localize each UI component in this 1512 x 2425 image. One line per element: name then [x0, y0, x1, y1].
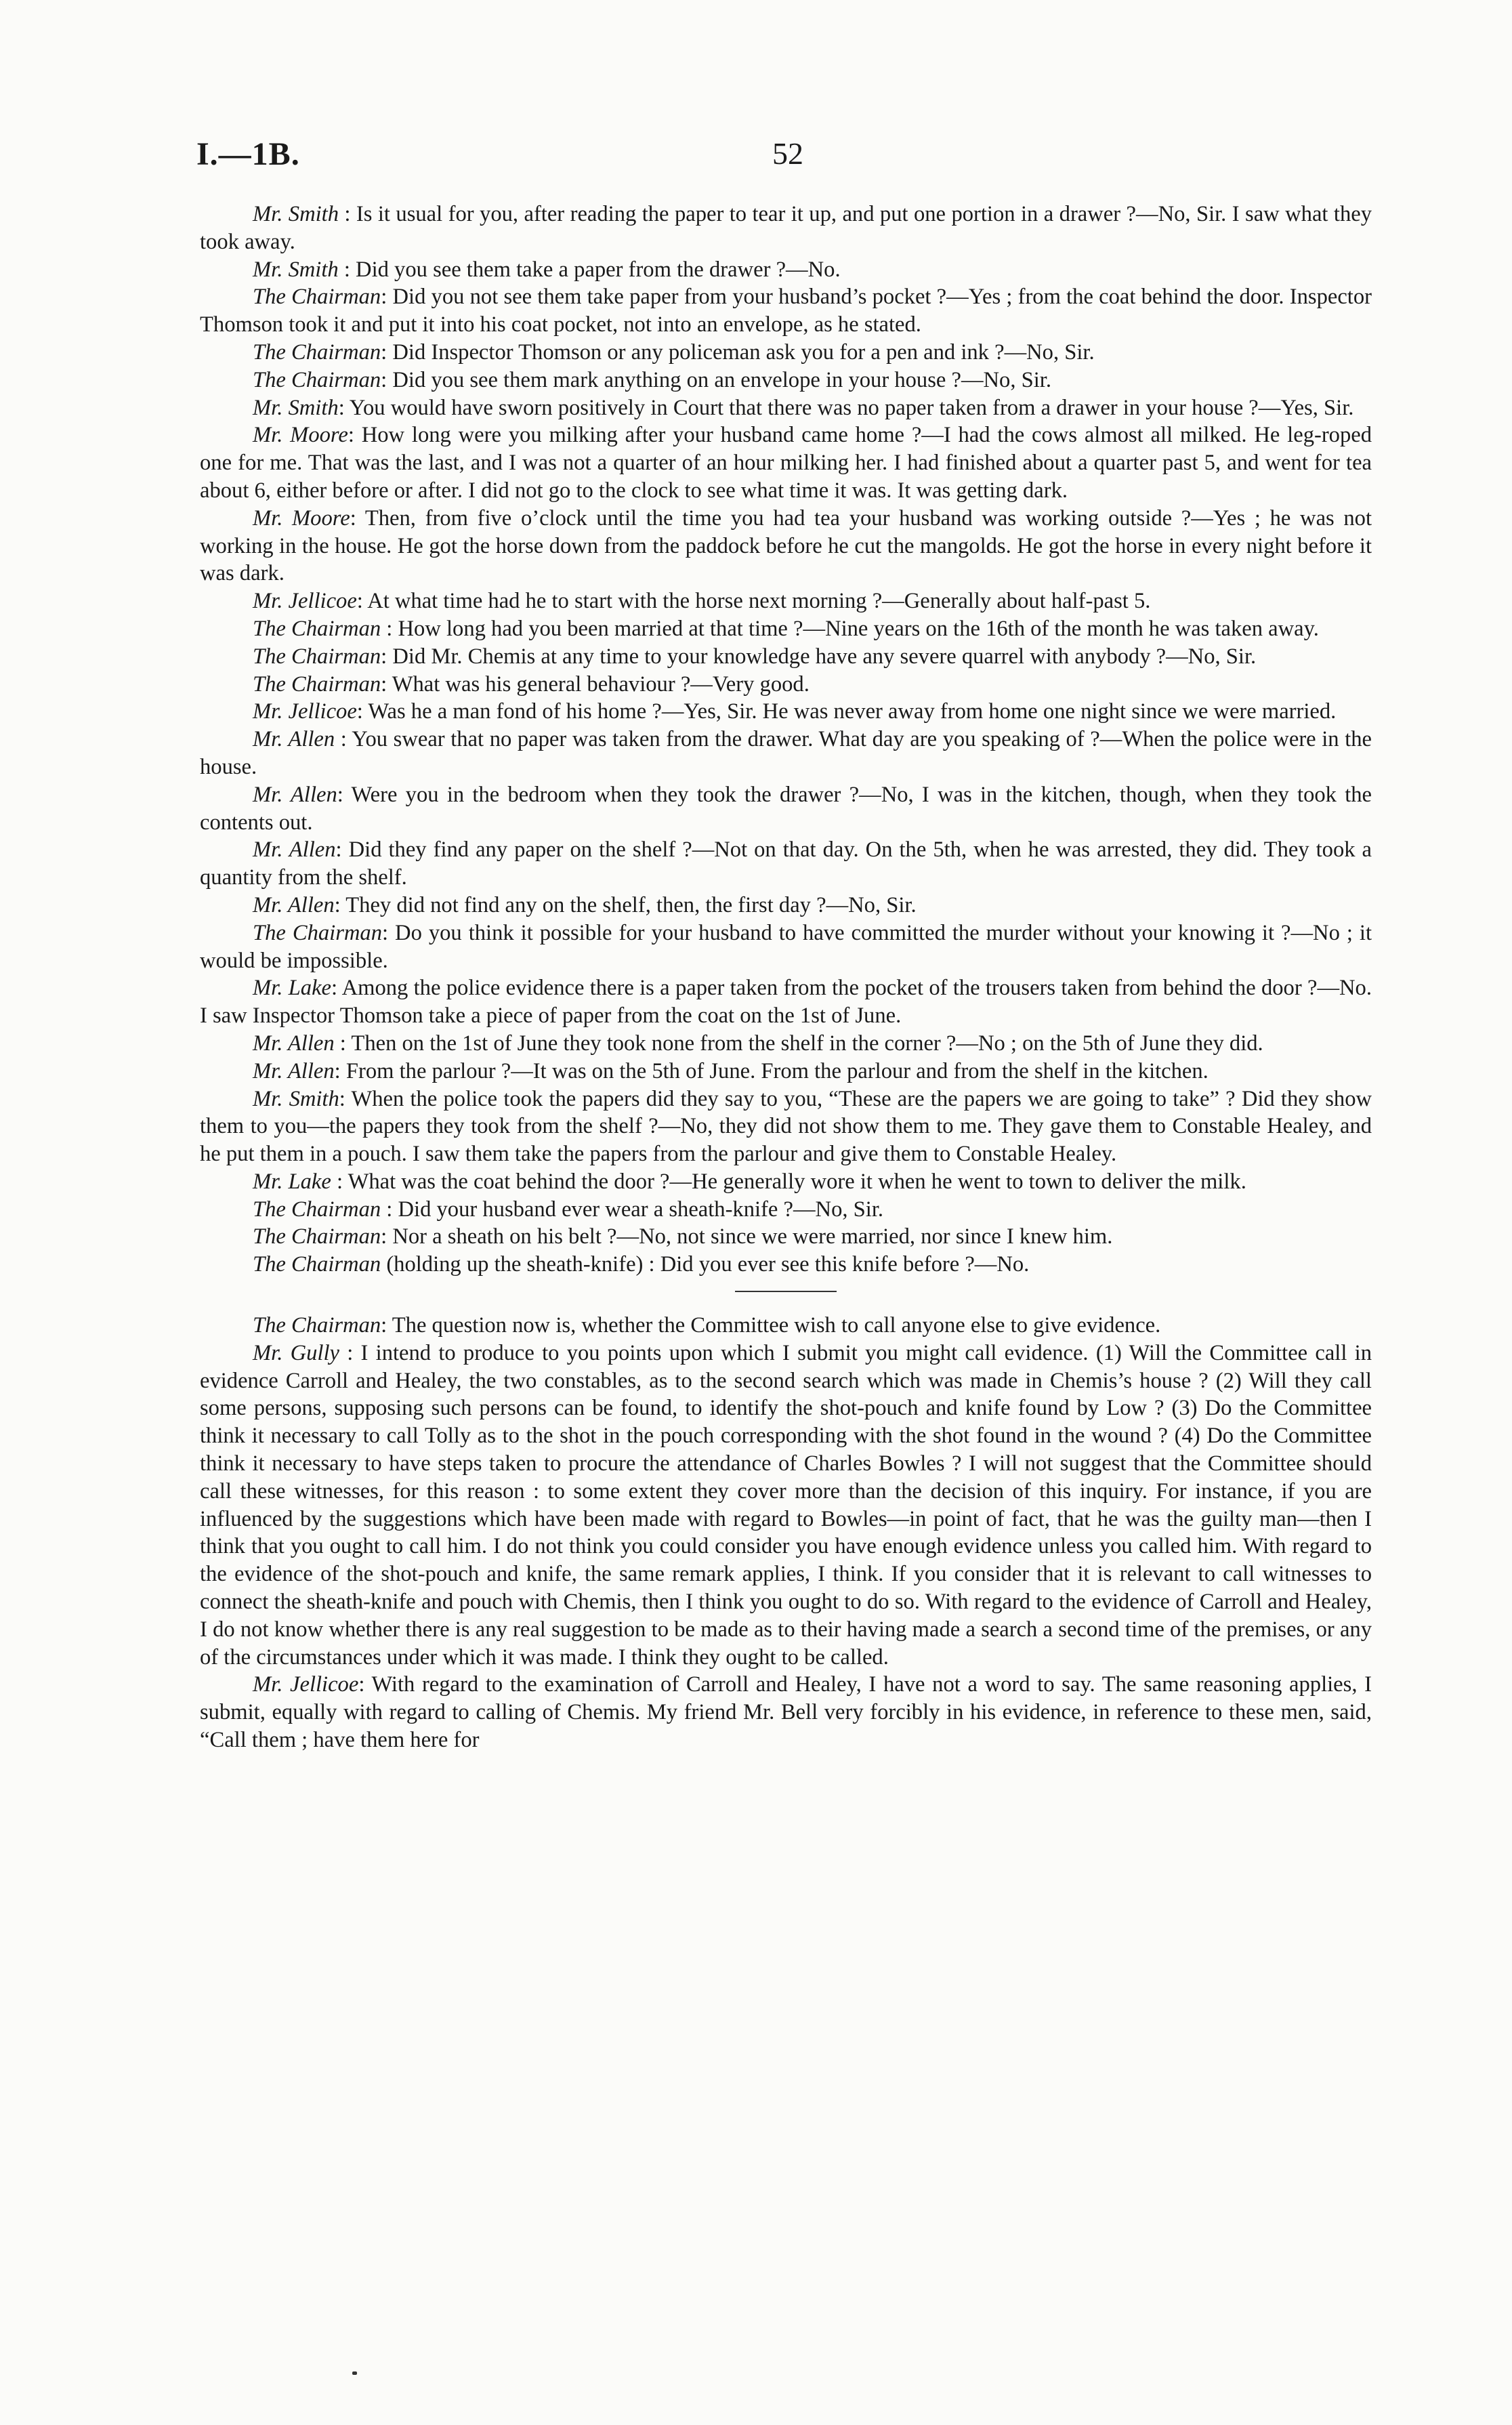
speaker-name: Mr. Lake — [253, 1169, 331, 1194]
speaker-separator: : — [339, 202, 356, 226]
paragraph — [200, 256, 1372, 284]
speaker-separator: : — [335, 727, 352, 752]
paragraph-text: I intend to produce to you points upon which I submit you might call evidence. (1) Will the Committee call in evidence Carroll and Healey, the two constables, as to the second search which was made in Chemis’s house ? (2) Will they call some persons, supposing such persons can be found, to identify the shot-pouch and knife found by Low ? (3) Do the Committee think it necessary to call Tolly as to the shot in the pouch corresponding with the shot found in the wound ? (4) Do the Committee think it necessary to have steps taken to procure the attendance of Charles Bowles ? I will not suggest that the Committee should call these witnesses, for this reason : to some extent they cover more than the decision of this inquiry. For instance, if you are influenced by the suggestions which have been made with regard to Bowles—in point of fact, that he was the guilty man—then I think that you ought to call him. I do not think you could consider you have enough evidence unless you called him. With regard to the evidence of the shot-pouch and knife, the same remark applies, I think. If you consider that it is relevant to call witnesses to connect the sheath-knife and pouch with Chemis, then I think you ought to do so. With regard to the evidence of Carroll and Healey, I do not know whether there is any real suggestion to be made as to their having made a search a second time of the premises, or any of the circumstances under which it was made. I think they ought to be called. — [200, 1340, 1372, 1670]
paragraph-text: How long were you milking after your husband came home ?—I had the cows almost all milked. He leg-roped one for me. That was the last, and I was not a quarter of an hour milking her. I had finished about a quarter past 5, and went for tea about 6, either before or after. I did not go to the clock to see what time it was. It was getting dark. — [200, 423, 1372, 503]
speaker-separator: : — [381, 1197, 398, 1222]
speaker-name: Mr. Smith — [253, 1086, 339, 1111]
paragraph-text: Did you see them mark anything on an envelope in your house ?—No, Sir. — [392, 367, 1051, 392]
paragraph — [200, 1058, 1372, 1085]
speaker-separator: : — [381, 1224, 393, 1249]
speaker-separator: : — [335, 837, 349, 863]
page-header — [0, 136, 1512, 176]
speaker-separator: : — [334, 1031, 352, 1056]
paragraph — [200, 1223, 1372, 1251]
speaker-name: Mr. Smith — [253, 257, 339, 282]
paragraph — [200, 726, 1372, 781]
paragraph — [200, 1251, 1372, 1279]
paragraph — [200, 1030, 1372, 1058]
paragraph — [200, 919, 1372, 975]
speaker-name: Mr. Allen — [253, 1058, 335, 1083]
speaker-name: The Chairman — [253, 671, 381, 697]
speaker-name: Mr. Gully — [253, 1340, 339, 1365]
speaker-name: Mr. Jellicoe — [253, 589, 357, 614]
paragraph — [200, 836, 1372, 892]
paragraph — [200, 974, 1372, 1030]
paragraph — [200, 781, 1372, 837]
paragraph-text: Did Inspector Thomson or any policeman ask you for a pen and ink ?—No, Sir. — [392, 339, 1095, 365]
speaker-separator: : — [381, 285, 393, 310]
section-rule — [735, 1291, 837, 1292]
paragraph — [200, 671, 1372, 699]
speaker-separator: : — [334, 1058, 346, 1083]
paragraph-text: What was the coat behind the door ?—He generally wore it when he went to town to deliver the milk. — [348, 1169, 1246, 1194]
speaker-separator: : — [348, 423, 362, 448]
paragraph-text: Nor a sheath on his belt ?—No, not since we were married, nor since I knew him. — [392, 1224, 1113, 1249]
print-speck — [352, 2371, 357, 2375]
paragraph — [200, 1196, 1372, 1224]
speaker-name: Mr. Allen — [253, 892, 335, 917]
page-number: 52 — [772, 136, 803, 171]
paragraph — [200, 1085, 1372, 1168]
speaker-separator: : — [381, 644, 393, 669]
speaker-separator: : — [381, 1313, 392, 1338]
paragraph-text: Did they find any paper on the shelf ?—Not on that day. On the 5th, when he was arrested, they did. They took a quantity from the shelf. — [200, 837, 1372, 890]
body-text — [200, 201, 1372, 1754]
speaker-separator: : — [339, 1340, 361, 1365]
speaker-separator: : — [350, 505, 365, 531]
paragraph-text: They did not find any on the shelf, then, the first day ?—No, Sir. — [345, 892, 917, 917]
speaker-separator: : — [338, 395, 350, 420]
speaker-name: Mr. Lake — [253, 976, 331, 1001]
speaker-name: The Chairman — [253, 285, 381, 310]
speaker-separator: : — [382, 920, 396, 945]
speaker-name: Mr. Moore — [253, 423, 348, 448]
paragraph-text: What was his general behaviour ?—Very good. — [392, 671, 810, 697]
section-divider — [200, 1279, 1372, 1306]
speaker-separator: : — [331, 1169, 348, 1194]
paragraph-text: You would have sworn positively in Court that there was no paper taken from a drawer in your house ?—Yes, Sir. — [349, 395, 1354, 420]
speaker-name: The Chairman — [253, 644, 381, 669]
speaker-name: Mr. Jellicoe — [253, 1672, 359, 1697]
speaker-name: Mr. Smith — [253, 202, 339, 226]
paragraph — [200, 587, 1372, 615]
speaker-separator: : — [381, 367, 393, 392]
speaker-name: Mr. Moore — [253, 505, 350, 531]
speaker-separator: : — [356, 589, 368, 614]
speaker-name: Mr. Jellicoe — [253, 699, 357, 724]
paragraph-text: At what time had he to start with the horse next morning ?—Generally about half-past 5. — [367, 589, 1151, 614]
speaker-separator: : — [337, 782, 352, 807]
committee-discussion-block — [200, 1312, 1372, 1754]
speaker-separator: : — [381, 339, 393, 365]
speaker-name: The Chairman — [253, 1197, 381, 1222]
speaker-name: Mr. Allen — [253, 727, 335, 752]
paragraph-text: Do you think it possible for your husband to have committed the murder without your knowing it ?—No ; it would be impossible. — [200, 920, 1372, 973]
paper-code: I.—1B. — [196, 136, 300, 172]
speaker-name: The Chairman — [253, 1252, 381, 1277]
speaker-name: Mr. Allen — [253, 1031, 335, 1056]
paragraph-text: Is it usual for you, after reading the paper to tear it up, and put one portion in a drawer ?—No, Sir. I saw what they took away. — [200, 202, 1372, 254]
speaker-name: The Chairman — [253, 367, 381, 392]
paragraph-text: Among the police evidence there is a paper taken from the pocket of the trousers taken from behind the door ?—No. I saw Inspector Thomson take a piece of paper from the coat on the 1st of June. — [200, 976, 1372, 1029]
speaker-name: Mr. Allen — [253, 782, 337, 807]
speaker-name: The Chairman — [253, 1224, 381, 1249]
paragraph — [200, 421, 1372, 504]
speaker-separator: : — [381, 616, 398, 641]
paragraph-text: Did you not see them take paper from your husband’s pocket ?—Yes ; from the coat behind the door. Inspector Thomson took it and put it into his coat pocket, not into an envelope, as he stated. — [200, 285, 1372, 337]
paragraph-text: Were you in the bedroom when they took the drawer ?—No, I was in the kitchen, though, when they took the contents out. — [200, 782, 1372, 835]
speaker-separator: : — [339, 1086, 352, 1111]
paragraph-text: Did your husband ever wear a sheath-knife ?—No, Sir. — [398, 1197, 884, 1222]
paragraph-text: The question now is, whether the Committee wish to call anyone else to give evidence. — [392, 1313, 1161, 1338]
speaker-separator: : — [331, 976, 342, 1001]
paragraph — [200, 283, 1372, 339]
speaker-name: Mr. Smith — [253, 395, 339, 420]
paragraph-text: How long had you been married at that time ?—Nine years on the 16th of the month he was taken away. — [398, 616, 1319, 641]
paragraph — [200, 394, 1372, 422]
speaker-separator: : — [334, 892, 346, 917]
paragraph — [200, 367, 1372, 394]
speaker-name: The Chairman — [253, 1313, 381, 1338]
speaker-name: The Chairman — [253, 920, 382, 945]
paragraph — [200, 615, 1372, 643]
paragraph-text: Was he a man fond of his home ?—Yes, Sir. He was never away from home one night since we were married. — [368, 699, 1337, 724]
paragraph — [200, 1340, 1372, 1672]
paragraph-text: Did you see them take a paper from the drawer ?—No. — [356, 257, 841, 282]
paragraph — [200, 698, 1372, 726]
speaker-separator: : — [356, 699, 369, 724]
paragraph-text: You swear that no paper was taken from the drawer. What day are you speaking of ?—When the police were in the house. — [200, 727, 1372, 779]
paragraph — [200, 339, 1372, 367]
paragraph-text: Then, from five o’clock until the time you had tea your husband was working outside ?—Yes ; he was not working in the house. He got the horse down from the paddock before he cut the mangolds. He got the horse in every night before it was dark. — [200, 505, 1372, 586]
paragraph-text: From the parlour ?—It was on the 5th of June. From the parlour and from the shelf in the kitchen. — [345, 1058, 1209, 1083]
paragraph — [200, 643, 1372, 671]
paragraph — [200, 1671, 1372, 1754]
paragraph-text: Did Mr. Chemis at any time to your knowledge have any severe quarrel with anybody ?—No, Sir. — [392, 644, 1257, 669]
speaker-name: Mr. Allen — [253, 837, 336, 863]
paragraph — [200, 892, 1372, 919]
paragraph — [200, 1312, 1372, 1340]
speaker-name: The Chairman — [253, 339, 381, 365]
paragraph-text: With regard to the examination of Carroll and Healey, I have not a word to say. The same reasoning applies, I submit, equally with regard to calling of Chemis. My friend Mr. Bell very forcibly in his evidence, in reference to these men, said, “Call them ; have them here for — [200, 1672, 1372, 1753]
speaker-separator: : — [338, 257, 356, 282]
speaker-separator: : — [381, 671, 392, 697]
paragraph — [200, 1168, 1372, 1196]
paragraph — [200, 505, 1372, 587]
speaker-separator: : — [358, 1672, 372, 1697]
paragraph-text: Then on the 1st of June they took none from the shelf in the corner ?—No ; on the 5th of June they did. — [351, 1031, 1263, 1056]
speaker-name: The Chairman — [253, 616, 381, 641]
paragraph-text: When the police took the papers did they say to you, “These are the papers we are going to take” ? Did they show them to you—the papers they took from the shelf ?—No, they did not show them to me. They gave them to Constable Healey, and he put them in a pouch. I saw them take the papers from the parlour and give them to Constable Healey. — [200, 1086, 1372, 1167]
paragraph-text: (holding up the sheath-knife) : Did you ever see this knife before ?—No. — [386, 1252, 1030, 1277]
paragraph — [200, 201, 1372, 256]
testimony-block — [200, 201, 1372, 1279]
